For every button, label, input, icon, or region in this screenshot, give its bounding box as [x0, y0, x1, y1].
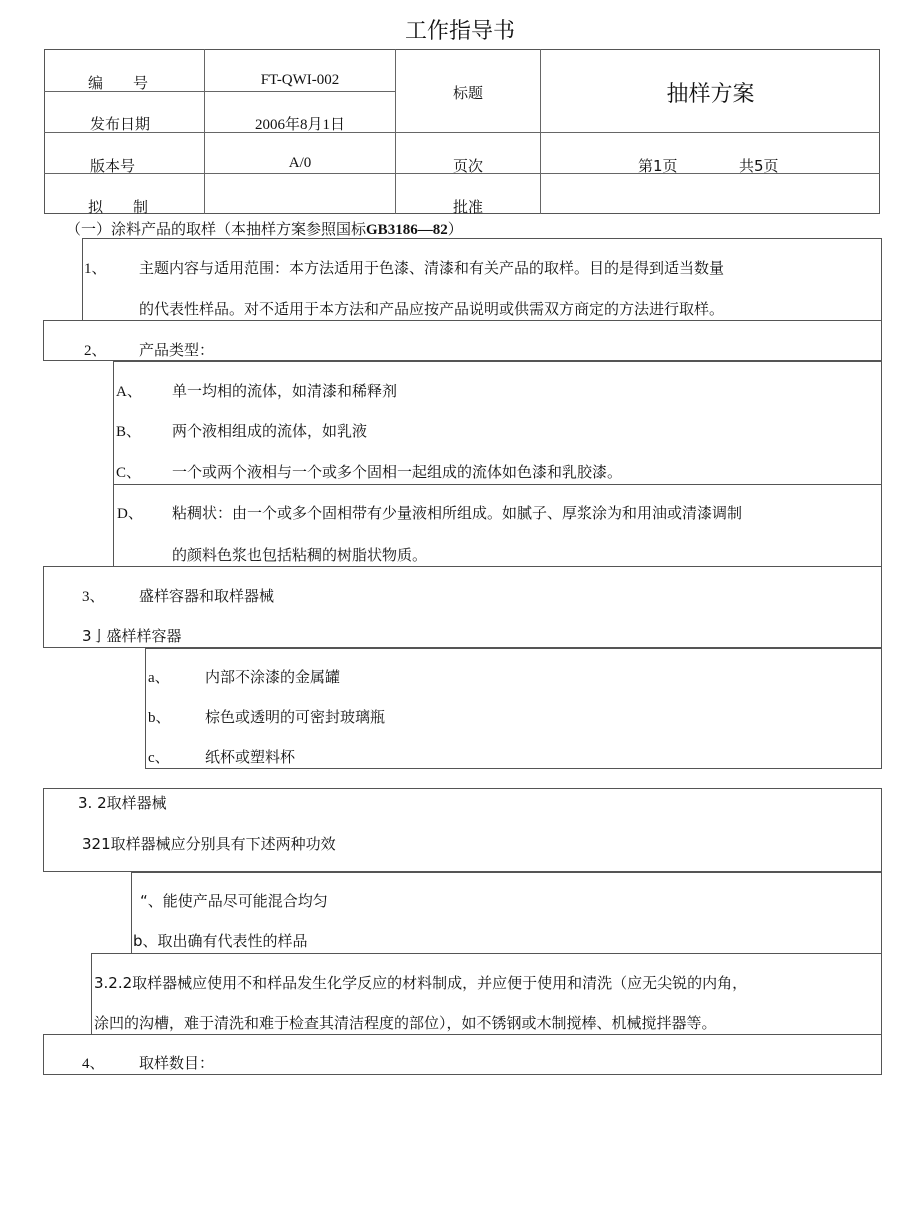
item-3-2-text: 3. 2取样器械 — [78, 794, 167, 812]
item-1-line2: 的代表性样品。对不适用于本方法和产品应按产品说明或供需双方商定的方法进行取样。 — [139, 300, 725, 318]
document-title: 工作指导书 — [404, 19, 515, 44]
container-b-text: 棕色或透明的可密封玻璃瓶 — [205, 708, 386, 726]
type-a-text: 单一均相的流体，如清漆和稀释剂 — [172, 382, 398, 400]
type-b-text: 两个液相组成的流体，如乳液 — [172, 422, 368, 440]
function-a-text: “、能使产品尽可能混合均匀 — [140, 892, 328, 910]
number-label: 编 号 — [88, 74, 149, 92]
container-b-number: b、 — [148, 710, 171, 726]
page-total: 共5页 — [739, 157, 779, 175]
container-a-number: a、 — [148, 670, 170, 686]
container-c-text: 纸杯或塑料杯 — [205, 748, 296, 766]
title-label: 标题 — [452, 84, 483, 102]
drafter-label: 拟 制 — [88, 198, 149, 216]
type-c-text: 一个或两个液相与一个或多个固相一起组成的流体如色漆和乳胶漆。 — [172, 463, 623, 481]
item-1-number: 1、 — [84, 261, 107, 277]
item-2-number: 2、 — [84, 343, 107, 359]
date-value: 2006年8月1日 — [254, 117, 345, 133]
item-3-1-text: 3亅盛样样容器 — [82, 627, 182, 645]
type-d-number: D、 — [117, 506, 143, 522]
item-4-text: 取样数目： — [139, 1054, 215, 1072]
section-heading — [66, 218, 463, 239]
page-label: 页次 — [452, 157, 483, 175]
item-4-number: 4、 — [82, 1056, 105, 1072]
number-value: FT-QWI-002 — [260, 72, 340, 88]
type-d-line2: 的颜料色浆也包括粘稠的树脂状物质。 — [172, 546, 428, 564]
version-value: A/0 — [288, 155, 312, 171]
item-3-2-2-line1: 3.2.2取样器械应使用不和样品发生化学反应的材料制成，并应便于使用和清洗（应无尖锐的内角， — [94, 974, 748, 992]
item-3-text: 盛样容器和取样器械 — [139, 587, 275, 605]
approve-label: 批准 — [452, 198, 483, 216]
item-3-2-1-text: 321取样器械应分别具有下述两种功效 — [82, 835, 336, 853]
page-value: 第1页 — [638, 157, 678, 175]
type-a-number: A、 — [116, 384, 142, 400]
type-d-line1: 粘稠状：由一个或多个固相带有少量液相所组成。如腻子、厚浆涂为和用油或清漆调制 — [172, 504, 743, 522]
version-label: 版本号 — [90, 157, 136, 175]
item-3-2-box — [43, 788, 882, 872]
section-heading-suffix: ） — [447, 222, 463, 238]
item-3-2-2-line2: 涂凹的沟槽，难于清洗和难于检查其清洁程度的部位），如不锈钢或木制搅棒、机械搅拌器等。 — [94, 1014, 717, 1032]
item-1-line1: 主题内容与适用范围：本方法适用于色漆、清漆和有关产品的取样。目的是得到适当数量 — [139, 259, 725, 277]
item-3-number: 3、 — [82, 589, 105, 605]
section-heading-prefix: （一）涂料产品的取样（本抽样方案参照国标 — [66, 220, 367, 238]
container-a-text: 内部不涂漆的金属罐 — [205, 668, 341, 686]
divider — [44, 132, 880, 133]
function-b-text: b、取出确有代表性的样品 — [133, 932, 308, 950]
date-label: 发布日期 — [90, 115, 151, 133]
title-value: 抽样方案 — [666, 82, 755, 107]
section-heading-standard: GB3186—82 — [366, 222, 448, 238]
item-2-text: 产品类型： — [139, 341, 215, 359]
type-c-number: C、 — [116, 465, 142, 481]
type-b-number: B、 — [116, 424, 142, 440]
container-c-number: c、 — [148, 750, 170, 766]
